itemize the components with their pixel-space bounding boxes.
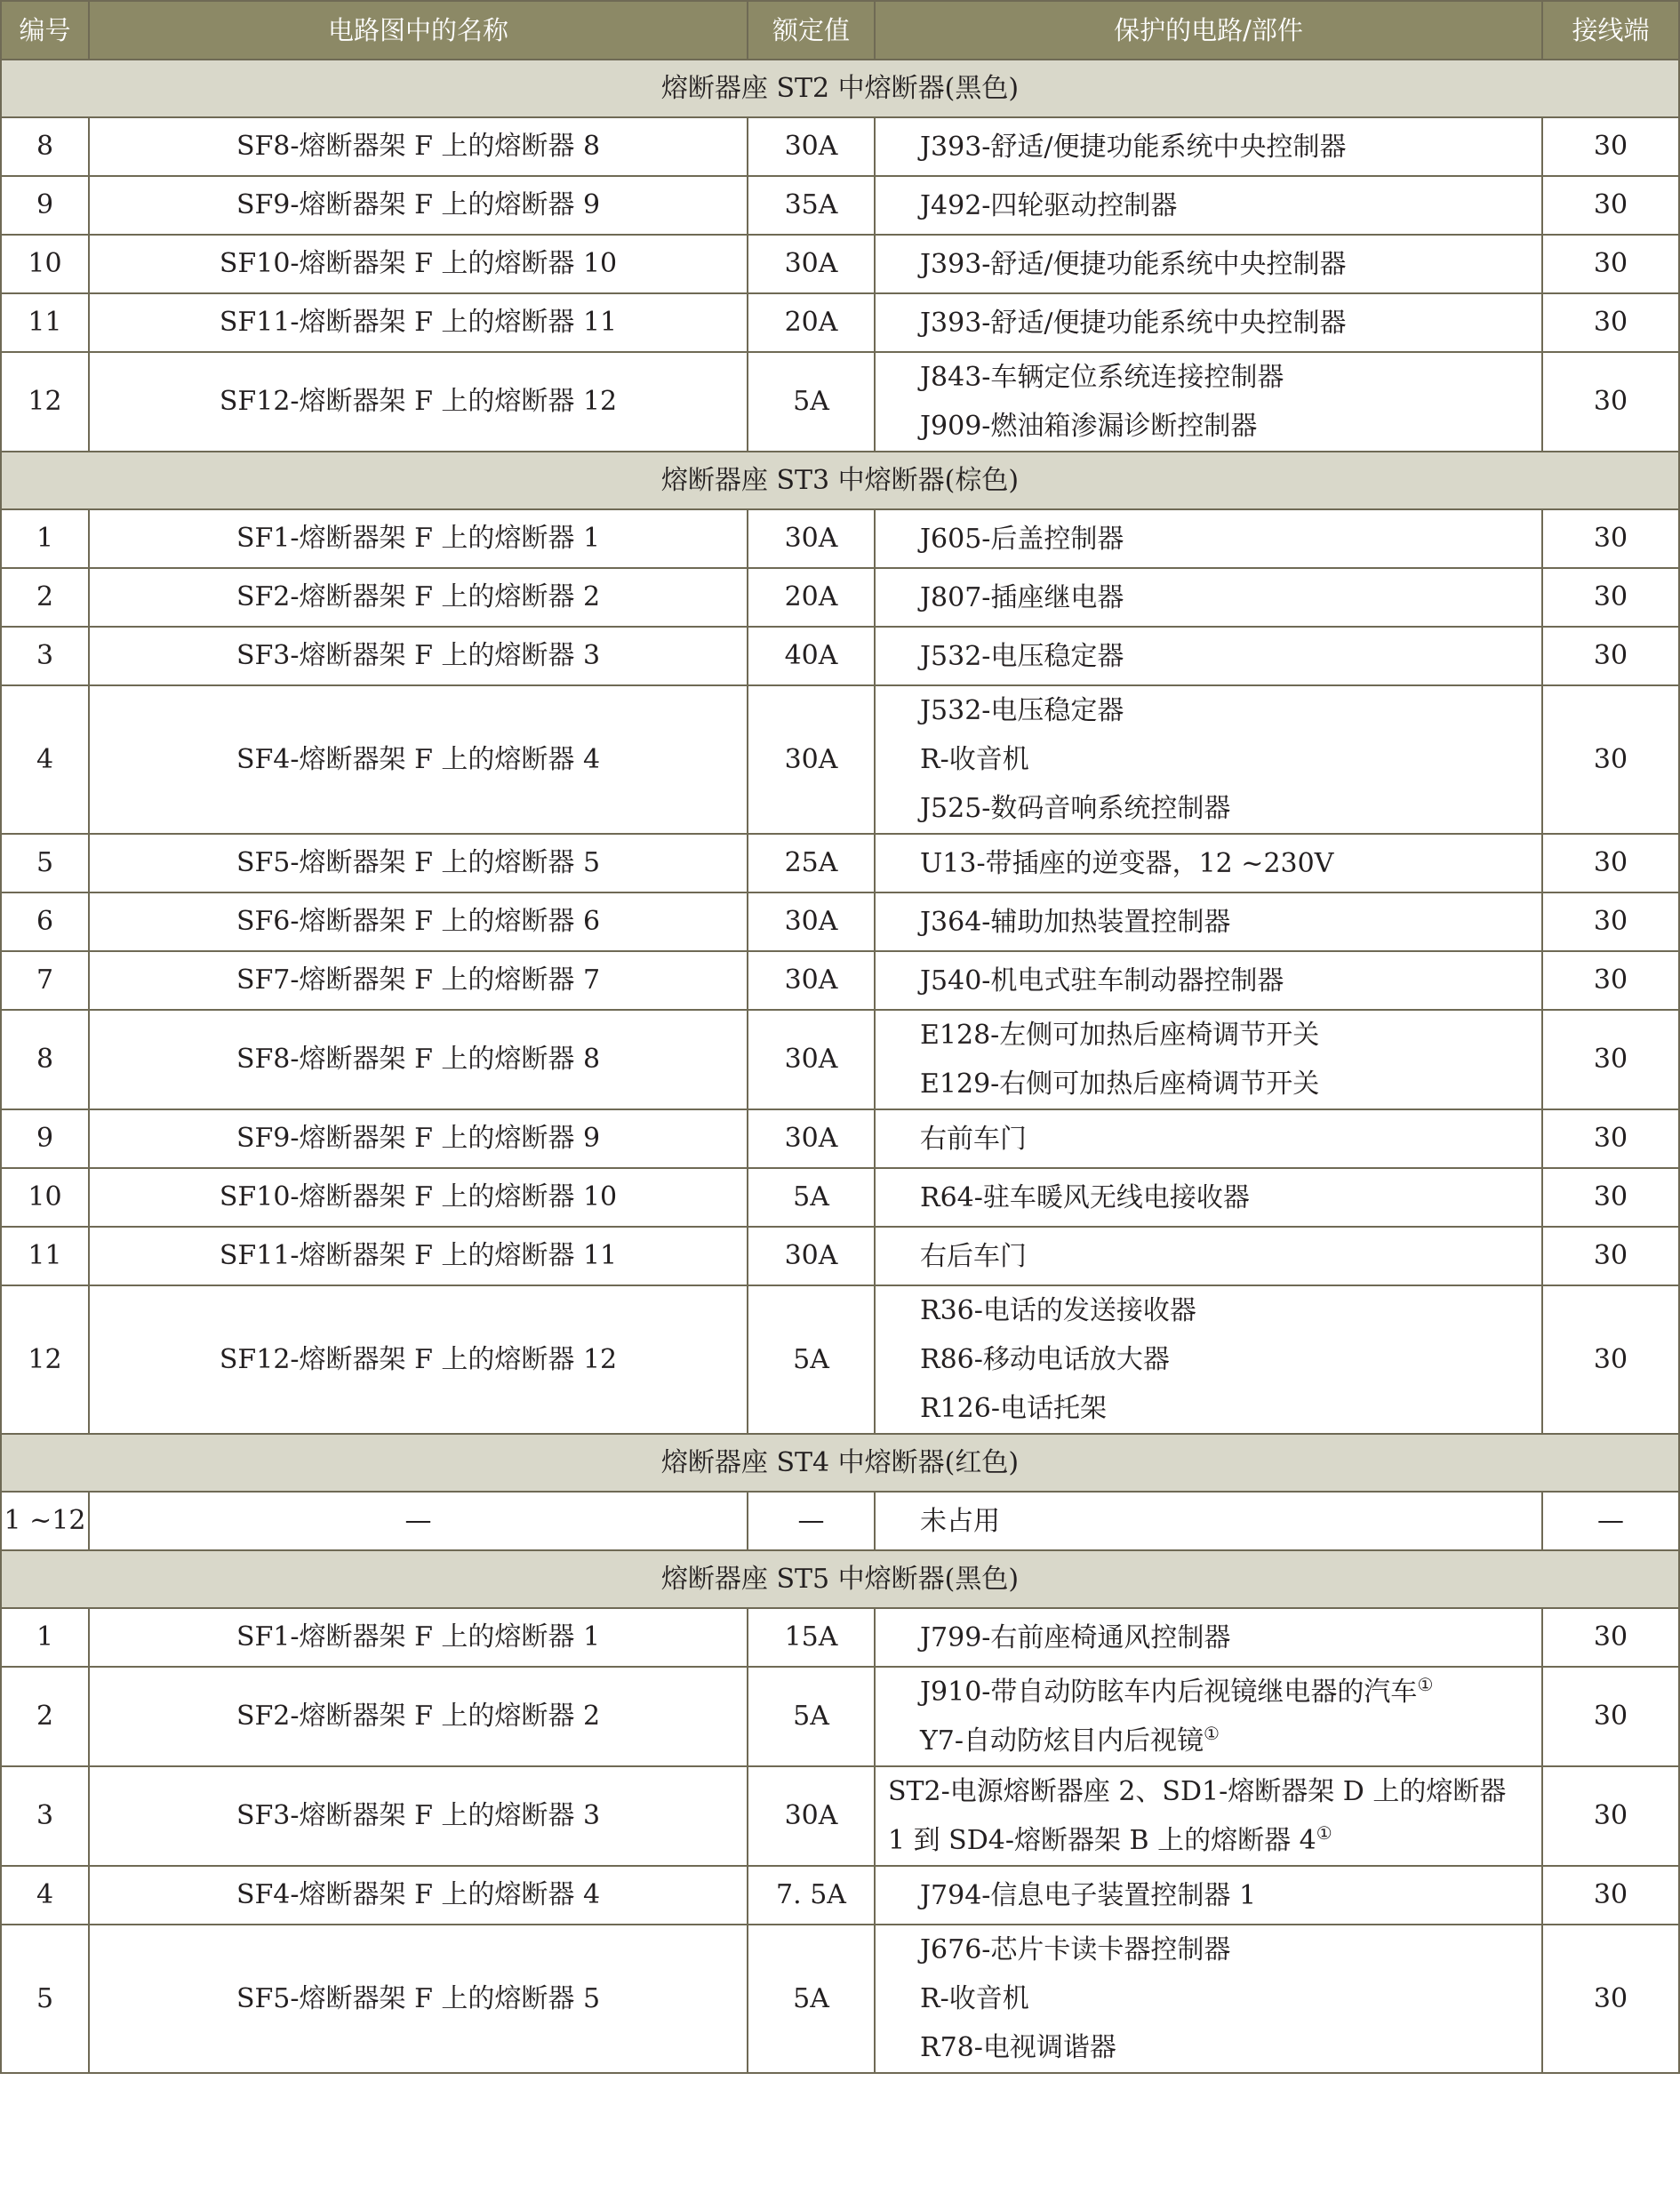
fuse-name: SF9-熔断器架 F 上的熔断器 9 — [89, 1109, 748, 1168]
protected-circuit — [875, 1168, 1542, 1227]
section-header-row — [1, 452, 1679, 509]
section-header-row — [1, 1550, 1679, 1608]
fuse-name: SF5-熔断器架 F 上的熔断器 5 — [89, 834, 748, 892]
fuse-number: 4 — [1, 1866, 89, 1925]
circuit-item: R86-移动电话放大器 — [920, 1344, 1170, 1375]
protected-circuit — [875, 627, 1542, 685]
table-row — [1, 509, 1679, 568]
fuse-rating: 30A — [748, 1227, 875, 1285]
fuse-number: 12 — [1, 1285, 89, 1434]
circuit-item: R-收音机 — [920, 1983, 1029, 2014]
fuse-number: 5 — [1, 834, 89, 892]
table-row — [1, 627, 1679, 685]
fuse-rating: 30A — [748, 951, 875, 1010]
circuit-item: R78-电视调谐器 — [920, 2032, 1116, 2063]
protected-circuit — [875, 1492, 1542, 1550]
fuse-number: 3 — [1, 1766, 89, 1866]
circuit-item: E128-左侧可加热后座椅调节开关 — [920, 1020, 1320, 1051]
circuit-item: J525-数码音响系统控制器 — [920, 793, 1231, 824]
fuse-number: 10 — [1, 1168, 89, 1227]
protected-circuit — [875, 834, 1542, 892]
table-row — [1, 235, 1679, 293]
table-row — [1, 951, 1679, 1010]
fuse-terminal: — — [1542, 1492, 1679, 1550]
circuit-item: 右后车门 — [920, 1240, 1027, 1272]
circuit-item: ST2-电源熔断器座 2、SD1-熔断器架 D 上的熔断器 1 到 SD4-熔断器架 B 上的熔断器 4① — [888, 1776, 1507, 1856]
footnote-marker: ① — [1316, 1822, 1332, 1844]
table-row — [1, 892, 1679, 951]
fuse-terminal: 30 — [1542, 568, 1679, 627]
circuit-item: J540-机电式驻车制动器控制器 — [920, 964, 1284, 996]
fuse-number: 10 — [1, 235, 89, 293]
footnote-marker: ① — [1204, 1723, 1220, 1744]
fuse-terminal: 30 — [1542, 1925, 1679, 2073]
fuse-number: 2 — [1, 568, 89, 627]
circuit-item: 右前车门 — [920, 1123, 1027, 1155]
fuse-terminal: 30 — [1542, 1766, 1679, 1866]
fuse-name: SF9-熔断器架 F 上的熔断器 9 — [89, 176, 748, 235]
fuse-name: SF10-熔断器架 F 上的熔断器 10 — [89, 235, 748, 293]
circuit-item: J910-带自动防眩车内后视镜继电器的汽车① — [920, 1674, 1434, 1708]
fuse-name: SF12-熔断器架 F 上的熔断器 12 — [89, 1285, 748, 1434]
table-row — [1, 1667, 1679, 1766]
protected-circuit — [875, 1925, 1542, 2073]
fuse-terminal: 30 — [1542, 1866, 1679, 1925]
fuse-rating: 30A — [748, 1010, 875, 1109]
fuse-rating: 5A — [748, 1285, 875, 1434]
fuse-terminal: 30 — [1542, 627, 1679, 685]
circuit-item: Y7-自动防炫目内后视镜① — [920, 1723, 1220, 1757]
table-row — [1, 293, 1679, 352]
fuse-name: SF4-熔断器架 F 上的熔断器 4 — [89, 1866, 748, 1925]
circuit-item: J807-插座继电器 — [920, 581, 1124, 613]
fuse-rating: 5A — [748, 1168, 875, 1227]
circuit-item: J364-辅助加热装置控制器 — [920, 906, 1231, 938]
fuse-number: 7 — [1, 951, 89, 1010]
fuse-terminal: 30 — [1542, 834, 1679, 892]
column-header-terminal: 接线端 — [1542, 1, 1679, 60]
fuse-rating: 5A — [748, 1667, 875, 1766]
table-row — [1, 834, 1679, 892]
protected-circuit — [875, 1766, 1542, 1866]
circuit-item: J843-车辆定位系统连接控制器 — [920, 362, 1284, 393]
fuse-name: SF8-熔断器架 F 上的熔断器 8 — [89, 1010, 748, 1109]
section-title: 熔断器座 ST3 中熔断器(棕色) — [1, 452, 1679, 509]
fuse-number: 3 — [1, 627, 89, 685]
fuse-name: SF6-熔断器架 F 上的熔断器 6 — [89, 892, 748, 951]
fuse-terminal: 30 — [1542, 509, 1679, 568]
section-title: 熔断器座 ST5 中熔断器(黑色) — [1, 1550, 1679, 1608]
fuse-terminal: 30 — [1542, 1285, 1679, 1434]
fuse-number: 9 — [1, 176, 89, 235]
fuse-name: SF10-熔断器架 F 上的熔断器 10 — [89, 1168, 748, 1227]
circuit-item: R36-电话的发送接收器 — [920, 1295, 1196, 1326]
protected-circuit — [875, 509, 1542, 568]
table-row — [1, 1109, 1679, 1168]
circuit-item: J393-舒适/便捷功能系统中央控制器 — [920, 307, 1347, 339]
circuit-item: R126-电话托架 — [920, 1393, 1107, 1424]
fuse-terminal: 30 — [1542, 1227, 1679, 1285]
circuit-item: J393-舒适/便捷功能系统中央控制器 — [920, 248, 1347, 280]
table-row — [1, 1227, 1679, 1285]
table-row — [1, 1766, 1679, 1866]
section-title: 熔断器座 ST2 中熔断器(黑色) — [1, 60, 1679, 117]
circuit-item: R-收音机 — [920, 744, 1029, 775]
protected-circuit — [875, 1010, 1542, 1109]
fuse-name: SF8-熔断器架 F 上的熔断器 8 — [89, 117, 748, 176]
fuse-name: SF2-熔断器架 F 上的熔断器 2 — [89, 568, 748, 627]
fuse-rating: 30A — [748, 509, 875, 568]
fuse-terminal: 30 — [1542, 293, 1679, 352]
section-title: 熔断器座 ST4 中熔断器(红色) — [1, 1434, 1679, 1492]
fuse-rating: 30A — [748, 1109, 875, 1168]
protected-circuit — [875, 1227, 1542, 1285]
circuit-item: R64-驻车暖风无线电接收器 — [920, 1181, 1250, 1213]
fuse-terminal: 30 — [1542, 892, 1679, 951]
fuse-terminal: 30 — [1542, 1667, 1679, 1766]
fuse-name: SF7-熔断器架 F 上的熔断器 7 — [89, 951, 748, 1010]
fuse-name: SF11-熔断器架 F 上的熔断器 11 — [89, 293, 748, 352]
table-row — [1, 176, 1679, 235]
fuse-number: 4 — [1, 685, 89, 834]
table-header — [1, 1, 1679, 60]
fuse-name: SF4-熔断器架 F 上的熔断器 4 — [89, 685, 748, 834]
table-row — [1, 568, 1679, 627]
fuse-rating: 15A — [748, 1608, 875, 1667]
fuse-terminal: 30 — [1542, 1010, 1679, 1109]
fuse-number: 8 — [1, 117, 89, 176]
fuse-number: 11 — [1, 293, 89, 352]
fuse-number: 9 — [1, 1109, 89, 1168]
column-header-name: 电路图中的名称 — [89, 1, 748, 60]
fuse-number: 6 — [1, 892, 89, 951]
fuse-terminal: 30 — [1542, 117, 1679, 176]
table-row — [1, 1492, 1679, 1550]
fuse-rating: 5A — [748, 1925, 875, 2073]
fuse-terminal: 30 — [1542, 176, 1679, 235]
fuse-number: 8 — [1, 1010, 89, 1109]
fuse-number: 1 ~12 — [1, 1492, 89, 1550]
fuse-rating: 7. 5A — [748, 1866, 875, 1925]
fuse-name: SF5-熔断器架 F 上的熔断器 5 — [89, 1925, 748, 2073]
fuse-rating: 30A — [748, 892, 875, 951]
fuse-number: 2 — [1, 1667, 89, 1766]
fuse-rating: 5A — [748, 352, 875, 452]
table-row — [1, 685, 1679, 834]
table-row — [1, 1168, 1679, 1227]
column-header-number: 编号 — [1, 1, 89, 60]
fuse-terminal: 30 — [1542, 951, 1679, 1010]
table-row — [1, 1866, 1679, 1925]
fuse-rating: 30A — [748, 117, 875, 176]
section-header-row — [1, 60, 1679, 117]
circuit-item: J532-电压稳定器 — [920, 640, 1124, 672]
circuit-item: J605-后盖控制器 — [920, 523, 1124, 555]
protected-circuit — [875, 293, 1542, 352]
protected-circuit — [875, 117, 1542, 176]
protected-circuit — [875, 1285, 1542, 1434]
protected-circuit — [875, 951, 1542, 1010]
protected-circuit — [875, 352, 1542, 452]
fuse-terminal: 30 — [1542, 1608, 1679, 1667]
column-header-protected-circuit: 保护的电路/部件 — [875, 1, 1542, 60]
fuse-name: SF1-熔断器架 F 上的熔断器 1 — [89, 509, 748, 568]
fuse-number: 1 — [1, 1608, 89, 1667]
fuse-terminal: 30 — [1542, 235, 1679, 293]
fuse-rating: 20A — [748, 293, 875, 352]
fuse-name: — — [89, 1492, 748, 1550]
protected-circuit — [875, 892, 1542, 951]
fuse-rating: 35A — [748, 176, 875, 235]
protected-circuit — [875, 1109, 1542, 1168]
fuse-number: 11 — [1, 1227, 89, 1285]
fuse-rating: 30A — [748, 1766, 875, 1866]
fuse-name: SF12-熔断器架 F 上的熔断器 12 — [89, 352, 748, 452]
circuit-item: J909-燃油箱渗漏诊断控制器 — [920, 411, 1258, 442]
protected-circuit — [875, 568, 1542, 627]
table-row — [1, 117, 1679, 176]
fuse-number: 1 — [1, 509, 89, 568]
circuit-item: E129-右侧可加热后座椅调节开关 — [920, 1068, 1320, 1100]
fuse-terminal: 30 — [1542, 685, 1679, 834]
table-row — [1, 1925, 1679, 2073]
circuit-item: J794-信息电子装置控制器 1 — [920, 1879, 1257, 1911]
protected-circuit — [875, 1866, 1542, 1925]
fuse-name: SF1-熔断器架 F 上的熔断器 1 — [89, 1608, 748, 1667]
table-row — [1, 1285, 1679, 1434]
fuse-terminal: 30 — [1542, 352, 1679, 452]
circuit-item: J393-舒适/便捷功能系统中央控制器 — [920, 131, 1347, 163]
fuse-number: 5 — [1, 1925, 89, 2073]
fuse-name: SF3-熔断器架 F 上的熔断器 3 — [89, 1766, 748, 1866]
fuse-name: SF11-熔断器架 F 上的熔断器 11 — [89, 1227, 748, 1285]
table-row — [1, 1608, 1679, 1667]
fuse-rating: 20A — [748, 568, 875, 627]
fuse-name: SF3-熔断器架 F 上的熔断器 3 — [89, 627, 748, 685]
protected-circuit — [875, 235, 1542, 293]
protected-circuit — [875, 1608, 1542, 1667]
fuse-rating: — — [748, 1492, 875, 1550]
circuit-item: U13-带插座的逆变器，12 ~230V — [920, 847, 1334, 879]
fuse-rating: 25A — [748, 834, 875, 892]
circuit-item: J676-芯片卡读卡器控制器 — [920, 1934, 1231, 1965]
protected-circuit — [875, 176, 1542, 235]
table-body — [1, 60, 1679, 2073]
footnote-marker: ① — [1417, 1674, 1434, 1695]
fuse-name: SF2-熔断器架 F 上的熔断器 2 — [89, 1667, 748, 1766]
circuit-item: J492-四轮驱动控制器 — [920, 189, 1178, 221]
section-header-row — [1, 1434, 1679, 1492]
circuit-item: J799-右前座椅通风控制器 — [920, 1621, 1231, 1653]
column-header-rating: 额定值 — [748, 1, 875, 60]
circuit-item: J532-电压稳定器 — [920, 695, 1124, 726]
fuse-rating: 30A — [748, 685, 875, 834]
fuse-terminal: 30 — [1542, 1168, 1679, 1227]
protected-circuit — [875, 685, 1542, 834]
fuse-rating: 40A — [748, 627, 875, 685]
fuse-number: 12 — [1, 352, 89, 452]
fuse-terminal: 30 — [1542, 1109, 1679, 1168]
table-row — [1, 1010, 1679, 1109]
protected-circuit — [875, 1667, 1542, 1766]
fuse-rating: 30A — [748, 235, 875, 293]
table-row — [1, 352, 1679, 452]
circuit-item: 未占用 — [920, 1505, 1000, 1537]
